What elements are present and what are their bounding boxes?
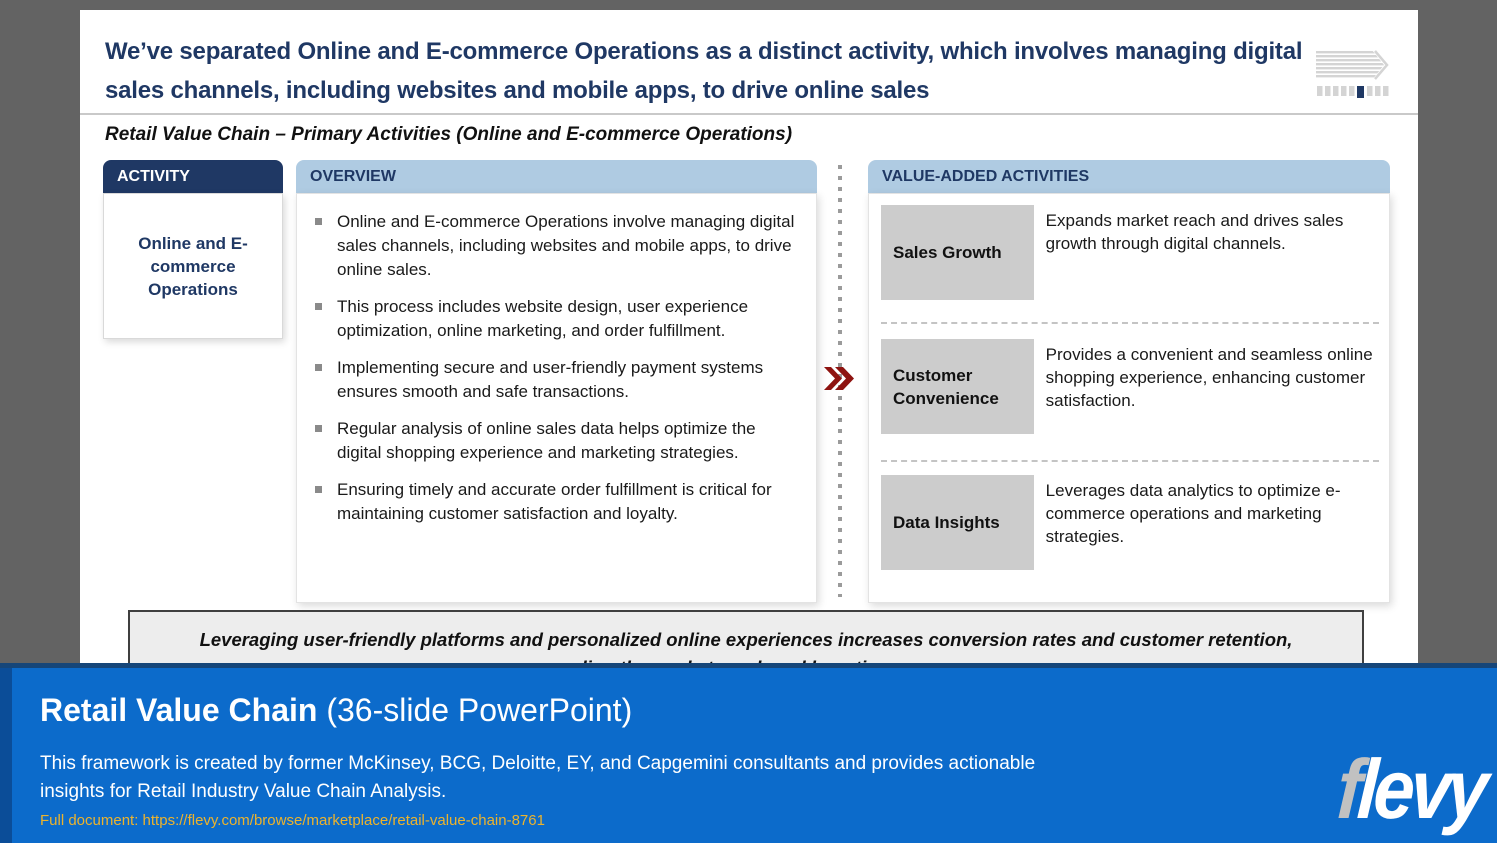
bullet-text: Regular analysis of online sales data helps optimize the digital shopping experience and marketing strategies. [337, 419, 756, 462]
overview-bullet-list [313, 210, 798, 526]
value-added-description: Provides a convenient and seamless online shopping experience, enhancing customer satisfaction. [1045, 345, 1373, 410]
activity-box [103, 193, 283, 339]
value-added-description: Leverages data analytics to optimize e-commerce operations and marketing strategies. [1045, 481, 1341, 546]
slide [80, 10, 1418, 710]
overview-panel [296, 193, 817, 603]
dashed-divider [881, 460, 1379, 462]
bullet-text: This process includes website design, user experience optimization, online marketing, and order fulfillment. [337, 297, 749, 340]
document-title [40, 692, 632, 729]
overview-header: OVERVIEW [296, 160, 817, 193]
chevron-right-icon [822, 365, 858, 392]
value-added-description: Expands market reach and drives sales growth through digital channels. [1045, 211, 1344, 253]
document-title-main: Retail Value Chain [40, 692, 318, 728]
bullet-square-icon [315, 218, 322, 225]
bullet-square-icon [315, 425, 322, 432]
value-added-row [881, 339, 1381, 434]
bullet-square-icon [315, 303, 322, 310]
bullet-square-icon [315, 486, 322, 493]
value-added-label: Customer Convenience [881, 339, 1034, 434]
bullet-text: Implementing secure and user-friendly payment systems ensures smooth and safe transactions. [337, 358, 764, 401]
banner-left-accent [0, 668, 12, 843]
value-added-label: Sales Growth [881, 205, 1034, 300]
document-title-suffix: (36-slide PowerPoint) [317, 692, 633, 728]
flevy-logo [1334, 742, 1487, 836]
value-added-row [881, 205, 1381, 300]
slide-title: We’ve separated Online and E-commerce Operations as a distinct activity, which involves managing digital sales channels, including websites and mobile apps, to drive online sales [105, 38, 1303, 104]
title-divider [80, 113, 1418, 115]
bullet-text: Online and E-commerce Operations involve managing digital sales channels, including websites and mobile apps, to drive online sales. [337, 212, 795, 279]
flevy-logo-f: f [1334, 742, 1361, 836]
callout-line: Leveraging user-friendly platforms and personalized online experiences increases conversion rates and customer retention, [199, 629, 1293, 650]
bullet-square-icon [315, 364, 322, 371]
bullet-text: Ensuring timely and accurate order fulfillment is critical for maintaining customer satisfaction and loyalty. [337, 480, 772, 523]
document-description: This framework is created by former McKinsey, BCG, Deloitte, EY, and Capgemini consultants and provides actionable insights for Retail Industry Value Chain Analysis. [40, 753, 1036, 802]
activity-name: Online and E-commerce Operations [138, 233, 248, 299]
list-item [313, 417, 798, 465]
flevy-logo-levy: levy [1354, 742, 1487, 836]
activity-header: ACTIVITY [103, 160, 283, 193]
value-added-label: Data Insights [881, 475, 1034, 570]
footer-banner [0, 663, 1497, 843]
list-item [313, 478, 798, 526]
value-added-row [881, 475, 1381, 570]
value-added-panel [868, 193, 1390, 603]
list-item [313, 356, 798, 404]
dashed-divider [881, 322, 1379, 324]
list-item [313, 295, 798, 343]
slide-subtitle: Retail Value Chain – Primary Activities (Online and E-commerce Operations) [105, 124, 793, 145]
document-link[interactable]: Full document: https://flevy.com/browse/marketplace/retail-value-chain-8761 [40, 812, 545, 829]
value-added-header: VALUE-ADDED ACTIVITIES [868, 160, 1390, 193]
value-chain-icon [1316, 50, 1400, 112]
list-item [313, 210, 798, 282]
